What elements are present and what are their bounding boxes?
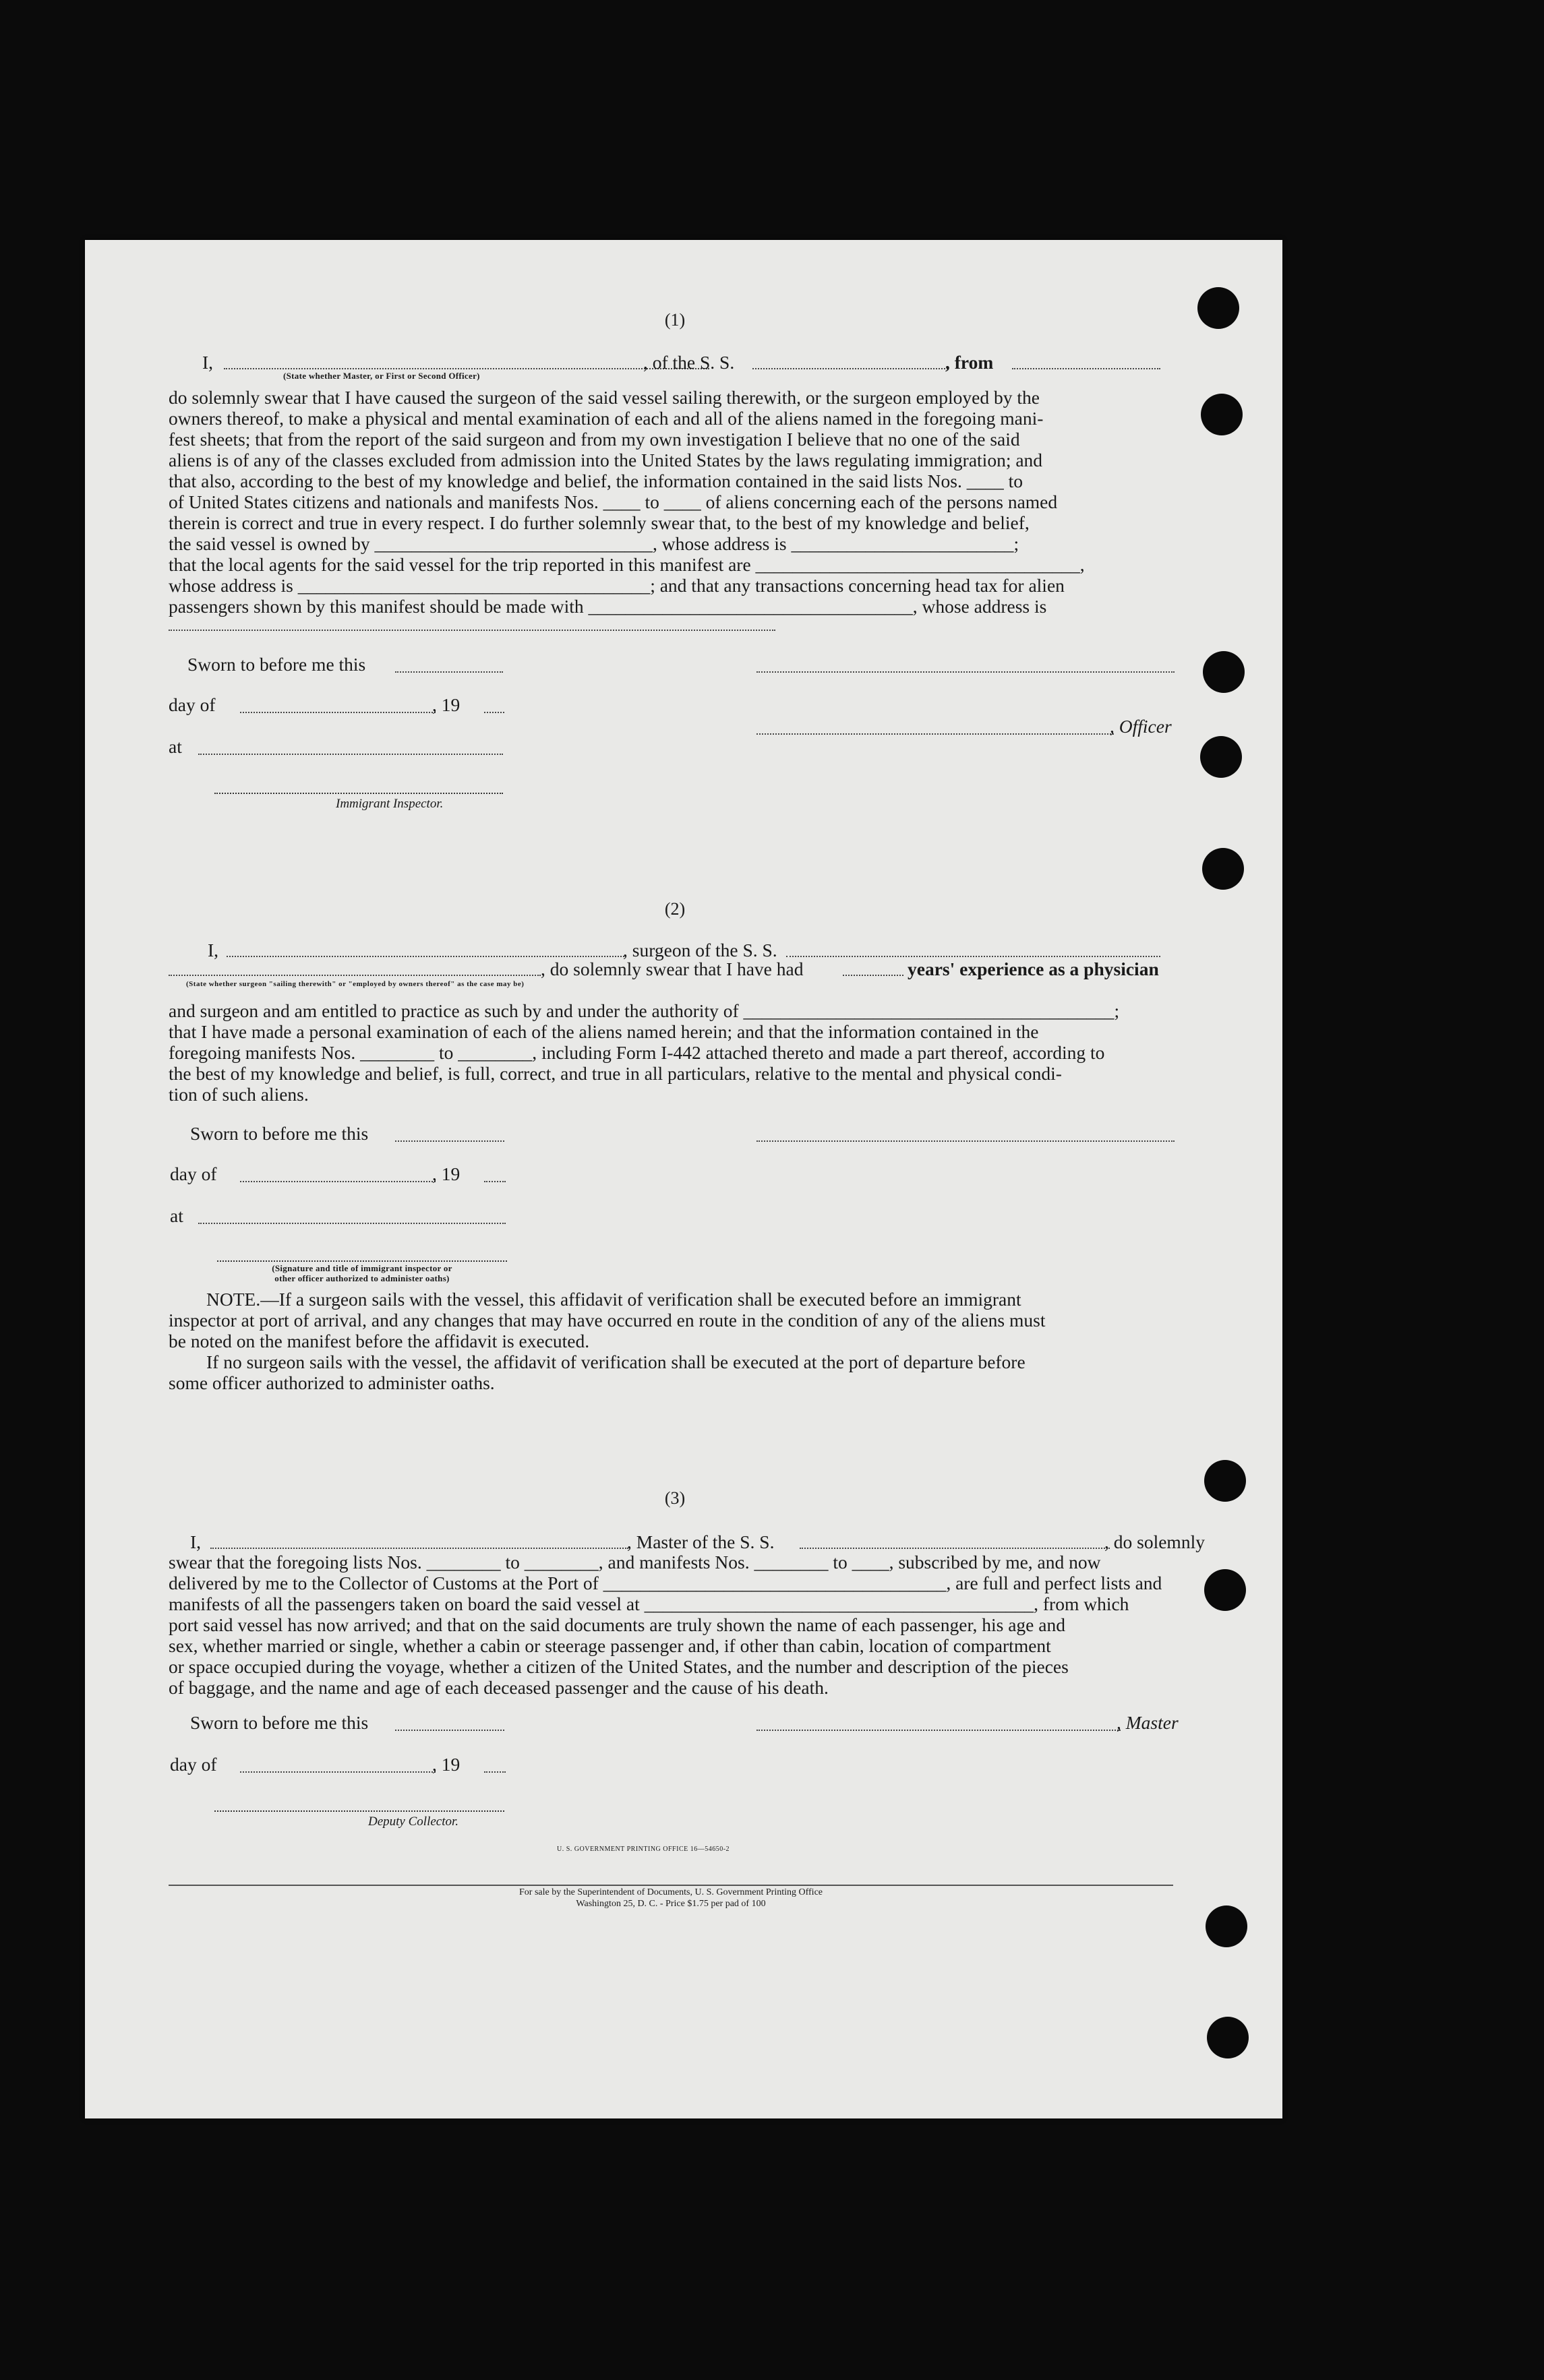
master-label: , Master bbox=[1117, 1712, 1179, 1733]
body-line: fest sheets; that from the report of the said surgeon and from my own investigation I believe that no one of the said bbox=[169, 429, 1020, 450]
body-line: delivered by me to the Collector of Customs at the Port of _____________________________________, are full and perfect lists and bbox=[169, 1573, 1162, 1593]
oath-prefix: I, bbox=[208, 940, 219, 960]
section-number: (3) bbox=[664, 1488, 686, 1508]
day-of-label: day of bbox=[169, 694, 216, 715]
oath-body bbox=[169, 1552, 1163, 1698]
punch-hole bbox=[1204, 1460, 1246, 1502]
body-line: that I have made a personal examination of each of the aliens named herein; and that the information contained in the bbox=[169, 1021, 1039, 1042]
years-label: years' experience as a physician bbox=[908, 958, 1159, 979]
gpo-imprint: U. S. GOVERNMENT PRINTING OFFICE 16—54650-2 bbox=[557, 1845, 730, 1853]
punch-hole bbox=[1204, 1569, 1246, 1611]
note-line: be noted on the manifest before the affidavit is executed. bbox=[169, 1331, 590, 1351]
officer-label: , Officer bbox=[1110, 716, 1172, 737]
note-line: some officer authorized to administer oaths. bbox=[169, 1372, 495, 1393]
body-line: manifests of all the passengers taken on board the said vessel at __________________________________________, from which bbox=[169, 1593, 1129, 1614]
collector-label: Deputy Collector. bbox=[368, 1814, 459, 1829]
role-note: (State whether surgeon "sailing therewith" or "employed by owners thereof" as the case may be) bbox=[186, 980, 525, 988]
signature-note: other officer authorized to administer oaths) bbox=[274, 1273, 450, 1283]
body-line: of United States citizens and nationals and manifests Nos. ____ to ____ of aliens concerning each of the persons named bbox=[169, 491, 1058, 512]
body-line: port said vessel has now arrived; and that on the said documents are truly shown the name of each passenger, his age and bbox=[169, 1614, 1065, 1635]
punch-hole bbox=[1206, 1905, 1247, 1947]
surgeon-of-label: , surgeon of the S. S. bbox=[623, 940, 777, 960]
oath-body bbox=[169, 1000, 1163, 1105]
body-line: and surgeon and am entitled to practice as such by and under the authority of ________________________________________; bbox=[169, 1000, 1120, 1021]
body-line: or space occupied during the voyage, whether a citizen of the United States, and the number and description of the pieces bbox=[169, 1656, 1069, 1677]
master-of-label: , Master of the S. S. bbox=[627, 1531, 775, 1552]
punch-hole bbox=[1207, 2017, 1249, 2058]
sworn-label: Sworn to before me this bbox=[187, 654, 366, 675]
body-line: aliens is of any of the classes excluded from admission into the United States by the laws regulating immigration; and bbox=[169, 450, 1043, 470]
punch-hole bbox=[1201, 394, 1243, 435]
year-label: , 19 bbox=[432, 1163, 461, 1184]
note-block bbox=[169, 1289, 1163, 1393]
body-line: whose address is ______________________________________; and that any transactions concerning head tax for alien bbox=[169, 575, 1065, 596]
punch-hole bbox=[1200, 736, 1242, 778]
punch-hole bbox=[1202, 848, 1244, 890]
body-line: passengers shown by this manifest should be made with ___________________________________, whose address is bbox=[169, 596, 1047, 617]
do-solemnly-label: , do solemnly bbox=[1104, 1531, 1205, 1552]
sale-note: Washington 25, D. C. - Price $1.75 per pad of 100 bbox=[576, 1899, 766, 1909]
note-line: NOTE.—If a surgeon sails with the vessel, this affidavit of verification shall be executed before an immigrant bbox=[206, 1289, 1021, 1310]
from-label: , from bbox=[945, 352, 994, 373]
body-line: owners thereof, to make a physical and mental examination of each and all of the aliens named in the foregoing mani- bbox=[169, 408, 1044, 429]
section-number: (1) bbox=[664, 310, 686, 330]
punch-hole bbox=[1203, 651, 1245, 693]
at-label: at bbox=[169, 736, 182, 757]
body-line: of baggage, and the name and age of each deceased passenger and the cause of his death. bbox=[169, 1677, 829, 1698]
sworn-label: Sworn to before me this bbox=[190, 1123, 369, 1144]
note-line: If no surgeon sails with the vessel, the affidavit of verification shall be executed at the port of departure before bbox=[206, 1351, 1026, 1372]
body-line: foregoing manifests Nos. ________ to ________, including Form I-442 attached thereto and made a part thereof, according to bbox=[169, 1042, 1105, 1063]
body-line: that the local agents for the said vessel for the trip reported in this manifest are ___________________________________, bbox=[169, 554, 1085, 575]
sale-note: For sale by the Superintendent of Documents, U. S. Government Printing Office bbox=[519, 1887, 823, 1897]
day-of-label: day of bbox=[170, 1754, 217, 1775]
inspector-label: Immigrant Inspector. bbox=[336, 797, 444, 811]
at-label: at bbox=[170, 1205, 183, 1226]
body-line: tion of such aliens. bbox=[169, 1084, 309, 1105]
of-ss-label: , of the S. S. bbox=[643, 352, 735, 373]
body-line: therein is correct and true in every respect. I do further solemnly swear that, to the best of my knowledge and belief, bbox=[169, 512, 1030, 533]
signature-note: (Signature and title of immigrant inspector or bbox=[272, 1263, 452, 1273]
year-label: , 19 bbox=[432, 1754, 461, 1775]
oath-prefix: I, bbox=[202, 352, 214, 373]
punch-hole bbox=[1197, 287, 1239, 329]
section-number: (2) bbox=[664, 899, 686, 919]
body-line: do solemnly swear that I have caused the surgeon of the said vessel sailing therewith, or the surgeon employed by the bbox=[169, 387, 1040, 408]
day-of-label: day of bbox=[170, 1163, 217, 1184]
oath-body bbox=[169, 387, 1163, 617]
year-label: , 19 bbox=[432, 694, 461, 715]
body-line: sex, whether married or single, whether a cabin or steerage passenger and, if other than cabin, location of compartment bbox=[169, 1635, 1051, 1656]
swear-label: , do solemnly swear that I have had bbox=[541, 958, 804, 979]
body-line: the best of my knowledge and belief, is full, correct, and true in all particulars, relative to the mental and physical condi- bbox=[169, 1063, 1062, 1084]
sworn-label: Sworn to before me this bbox=[190, 1712, 369, 1733]
body-line: swear that the foregoing lists Nos. ________ to ________, and manifests Nos. ________ to ____, subscribed by me, and now bbox=[169, 1552, 1101, 1573]
oath-prefix: I, bbox=[190, 1531, 202, 1552]
body-line: the said vessel is owned by ______________________________, whose address is ________________________; bbox=[169, 533, 1019, 554]
note-line: inspector at port of arrival, and any changes that may have occurred en route in the condition of any of the aliens must bbox=[169, 1310, 1046, 1331]
body-line: that also, according to the best of my knowledge and belief, the information contained in the said lists Nos. ____ to bbox=[169, 470, 1023, 491]
form-page bbox=[85, 240, 1282, 2118]
role-note: (State whether Master, or First or Second Officer) bbox=[283, 371, 480, 381]
